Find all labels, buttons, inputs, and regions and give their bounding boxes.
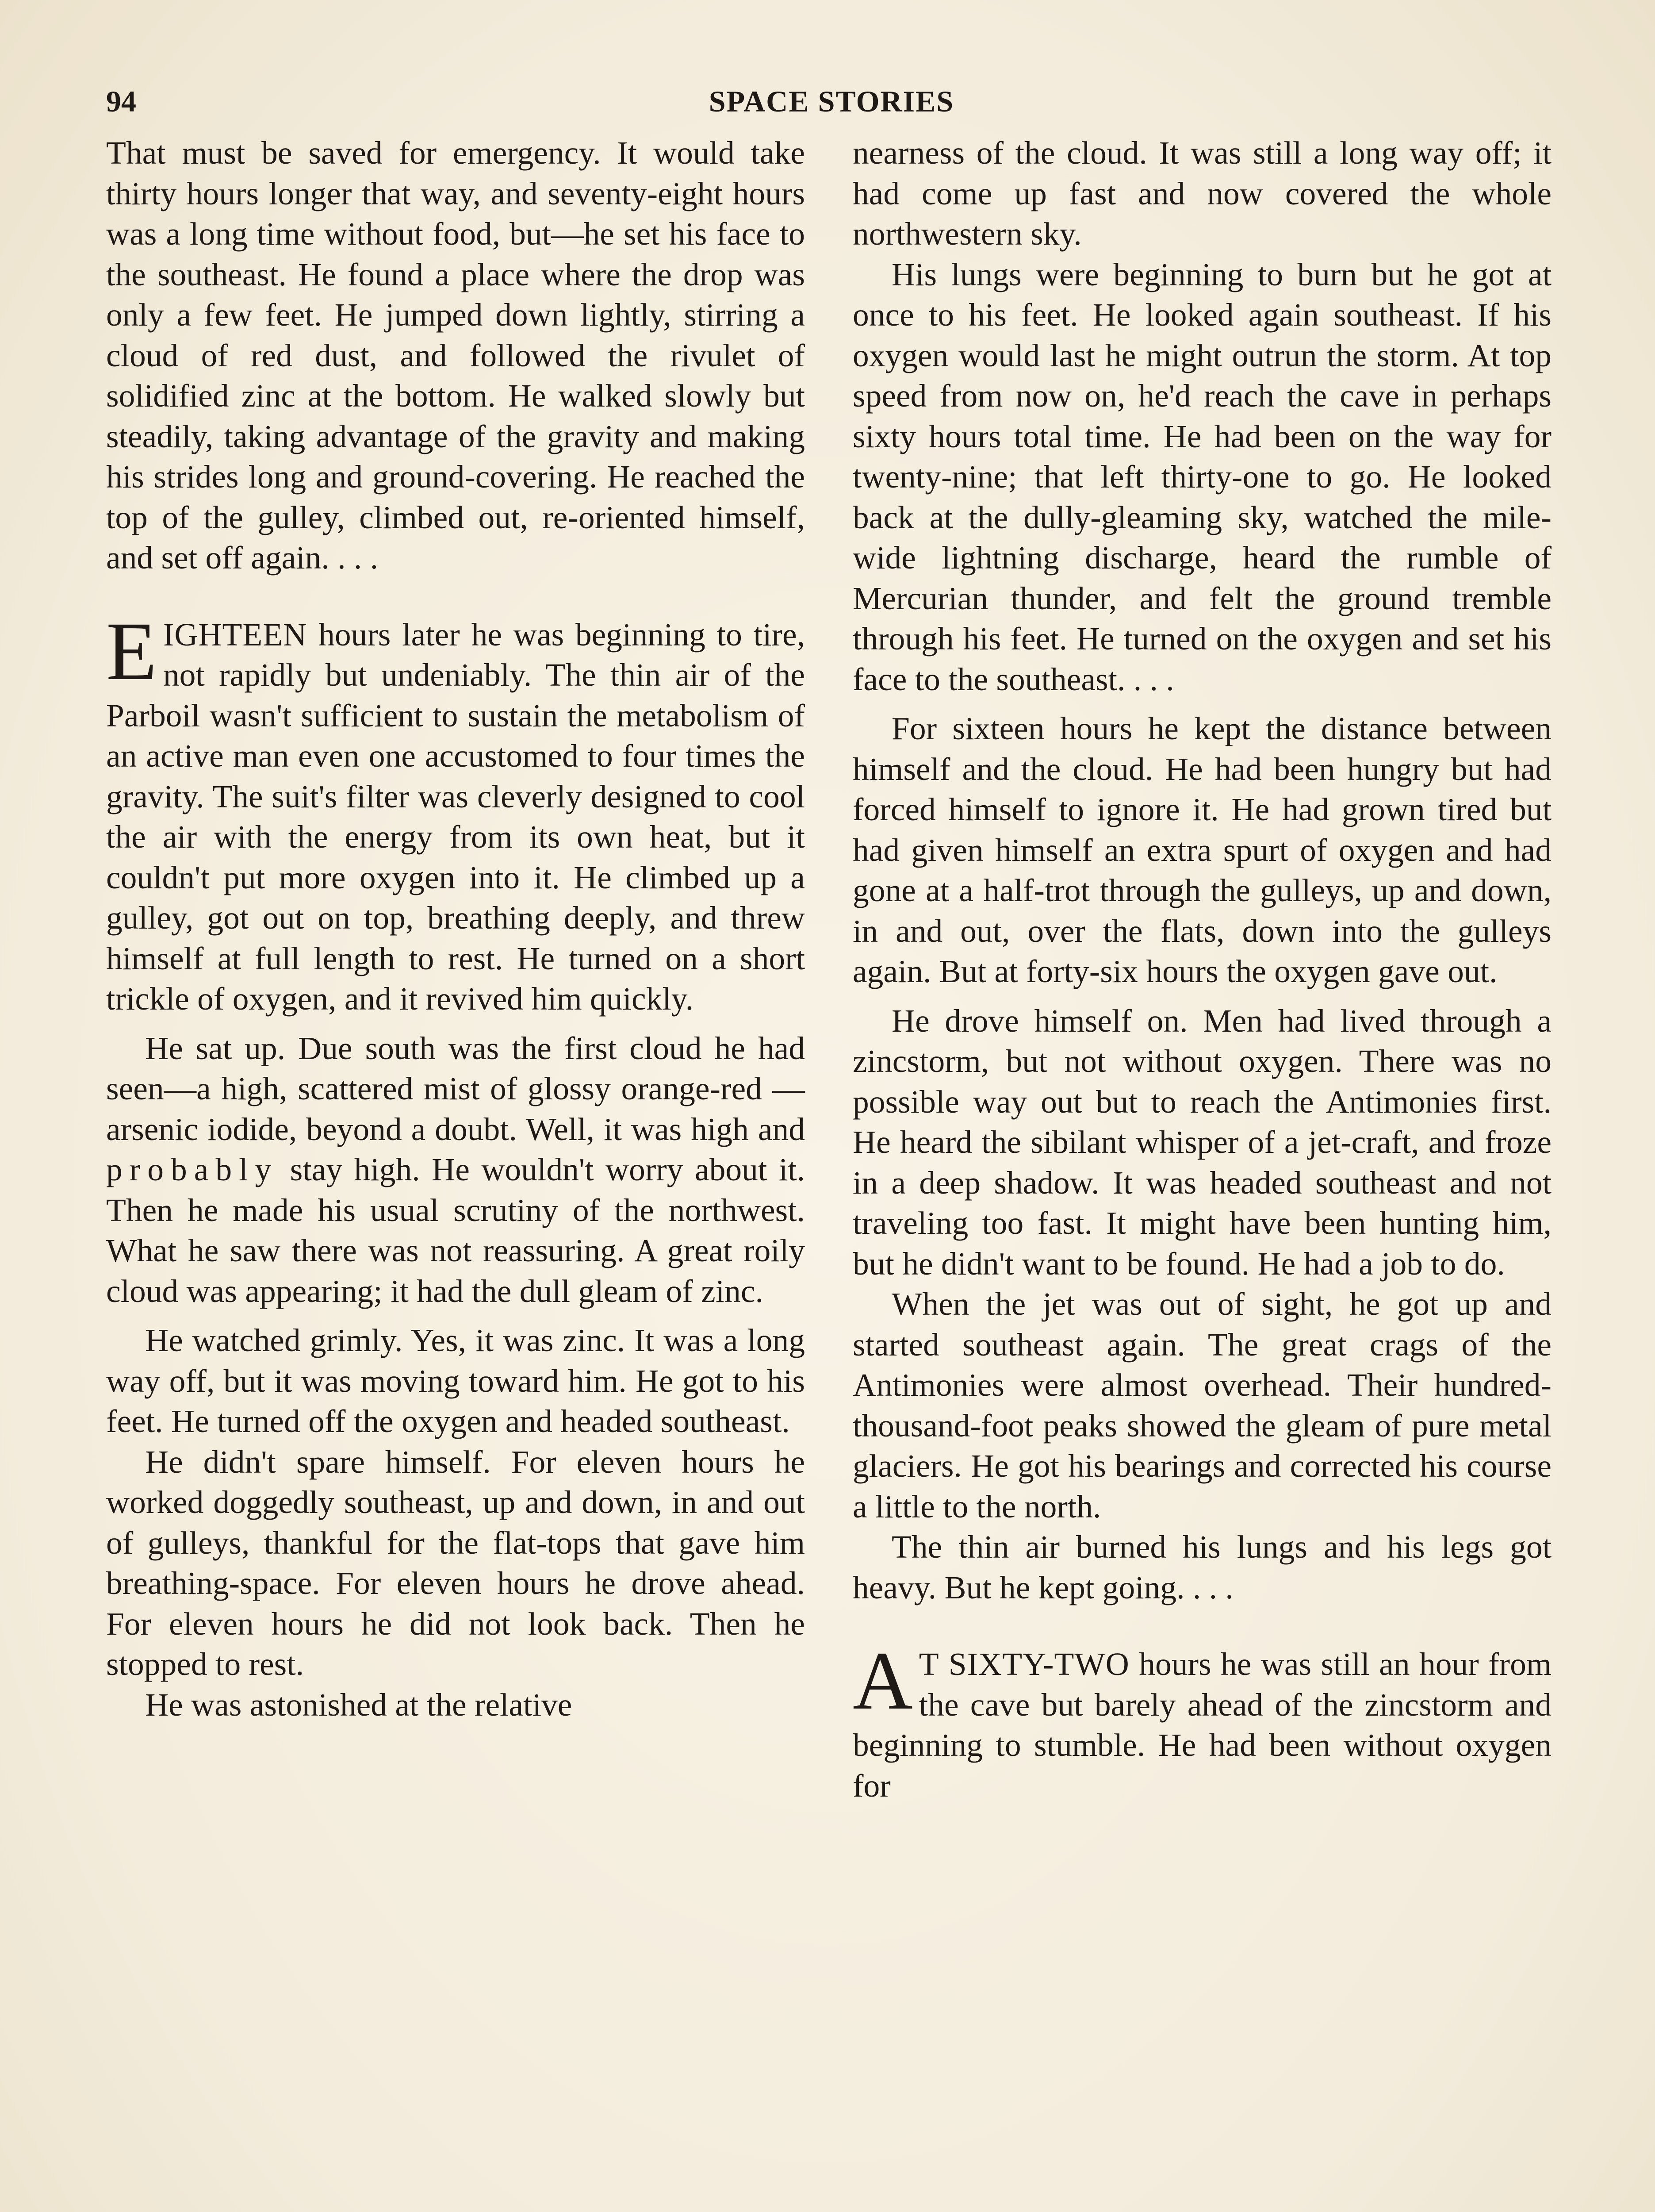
paragraph-text: hours later he was beginning to tire, not rapidly but undeniably. The thin air of the Parboil wasn't sufficient to sustain the metabolism of an active man even one accustomed to four times the gravity. The suit's filter was cleverly designed to cool the air with the energy from its own heat, but it couldn't put more oxygen into it. He climbed up a gulley, got out on top, breathing deeply, and threw himself at full length to rest. He turned on a short trickle of oxygen, and it revived him quickly. [106, 616, 805, 1017]
section-start-paragraph [853, 1634, 1552, 1806]
paragraph: For sixteen hours he kept the distance between himself and the cloud. He had been hungry but had forced himself to ignore it. He had grown tired but had given himself an extra spurt of oxygen and had gone at a half-trot through the gulleys, up and down, in and out, over the flats, down into the gulleys again. But at forty-six hours the oxygen gave out. [853, 710, 1552, 989]
left-column [106, 133, 805, 1725]
right-column [853, 133, 1552, 1806]
paragraph: He didn't spare himself. For eleven hours he worked doggedly southeast, up and down, in and out of gulleys, thankful for the flat-tops that gave him breathing-space. For eleven hours he drove ahead. For eleven hours he did not look back. Then he stopped to rest. [106, 1444, 805, 1682]
drop-cap: A [853, 1634, 913, 1727]
paragraph: He drove himself on. Men had lived through a zincstorm, but not without oxygen. There was no possible way out but to reach the Antimonies first. He heard the sibilant whisper of a jet-craft, and froze in a deep shadow. It was headed southeast and not traveling too fast. It might have been hunting him, but he didn't want to be found. He had a job to do. [853, 1002, 1552, 1282]
paragraph-text: hours he was still an hour from the cave but barely ahead of the zincstorm and beginning to stumble. He had been without oxygen for [853, 1646, 1552, 1804]
drop-cap: E [106, 604, 157, 697]
section-start-paragraph [106, 604, 805, 1019]
paragraph: nearness of the cloud. It was still a long way off; it had come up fast and now covered the whole northwestern sky. [853, 135, 1552, 252]
paragraph: He was astonished at the relative [145, 1686, 572, 1723]
paragraph: He watched grimly. Yes, it was zinc. It was a long way off, but it was moving toward him. He got to his feet. He turned off the oxygen and headed southeast. [106, 1322, 805, 1439]
running-head: SPACE STORIES [709, 84, 954, 118]
paragraph: He sat up. Due south was the first cloud he had seen—a high, scattered mist of glossy orange-red — arsenic iodide, beyond a doubt. Well, it was high and probably stay high. He wouldn't worry about it. Then he made his usual scrutiny of the northwest. What he saw there was not reassuring. A great roily cloud was appearing; it had the dull gleam of zinc. [106, 1030, 805, 1309]
page-number: 94 [106, 84, 136, 118]
page-header [106, 84, 1557, 128]
paragraph: When the jet was out of sight, he got up and started southeast again. The great crags of the Antimonies were almost overhead. Their hundred-thousand-foot peaks showed the gleam of pure metal glaciers. He got his bearings and corrected his course a little to the north. [853, 1286, 1552, 1525]
paragraph: That must be saved for emergency. It would take thirty hours longer that way, and seventy-eight hours was a long time without food, but—he set his face to the southeast. He found a place where the drop was only a few feet. He jumped down lightly, stirring a cloud of red dust, and followed the rivulet of solidified zinc at the bottom. He walked slowly but steadily, taking advantage of the gravity and making his strides long and ground-covering. He reached the top of the gulley, climbed out, re-oriented himself, and set off again. . . . [106, 135, 805, 576]
paragraph: His lungs were beginning to burn but he got at once to his feet. He looked again southeast. If his oxygen would last he might outrun the storm. At top speed from now on, he'd reach the cave in perhaps sixty hours total time. He had been on the way for twenty-nine; that left thirty-one to go. He looked back at the dully-gleaming sky, watched the mile-wide lightning discharge, heard the rumble of Mercurian thunder, and felt the ground tremble through his feet. He turned on the oxygen and set his face to the southeast. . . . [853, 256, 1552, 697]
lead-in-word: T SIXTY-TWO [919, 1646, 1130, 1682]
lead-in-word: IGHTEEN [163, 616, 307, 653]
spaced-word: probably [106, 1152, 279, 1187]
paragraph: The thin air burned his lungs and his legs got heavy. But he kept going. . . . [853, 1529, 1552, 1605]
